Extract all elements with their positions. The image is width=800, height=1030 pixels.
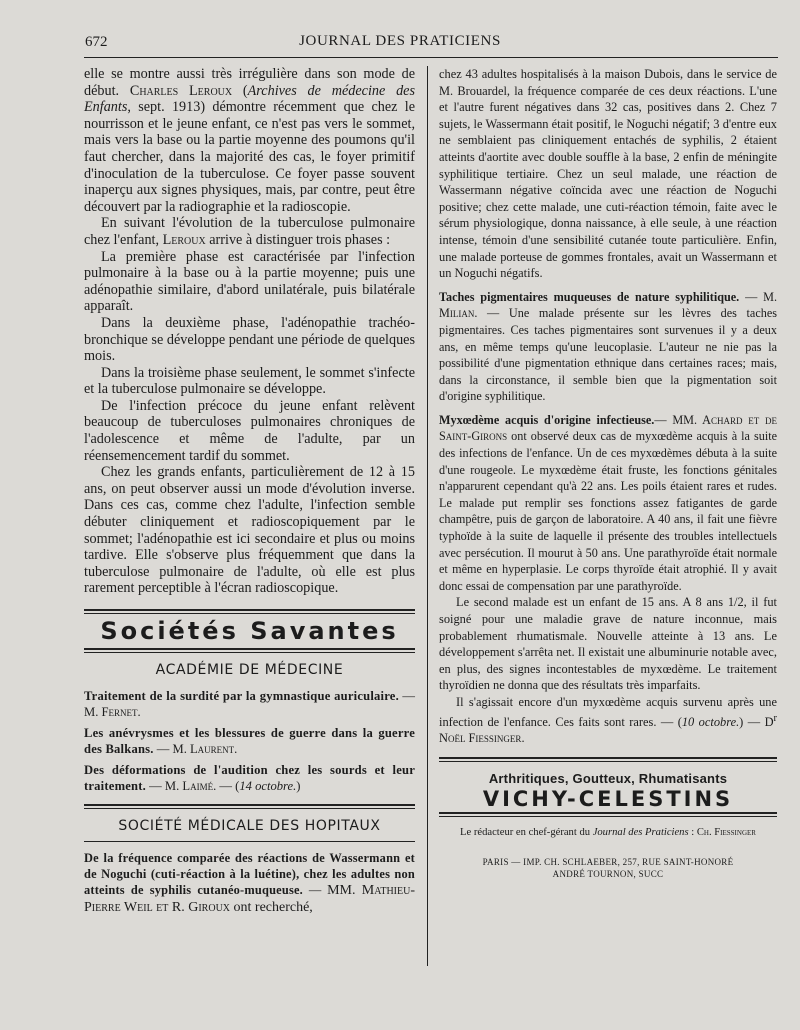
advert-rule xyxy=(439,812,777,817)
list-item: Les anévrysmes et les blessures de guerre dans la guerre des Balkans. — M. Laurent. xyxy=(84,726,415,757)
paragraph: Il s'agissait encore d'un myxœdème acquis survenu après une infection de l'enfance. Ces faits sont rares. — (10 octobre.) — $D^r$ Noël Fiessinger. xyxy=(439,694,777,746)
source-title: Archives de médecine des Enfants xyxy=(84,82,415,116)
list-item: De la fréquence comparée des réactions de Wassermann et de Noguchi (cuti-réaction à la luétine), chez les adultes non atteints de syphilis cutanéo-muqueuse. — MM. Mathieu-Pierre Weil et R. Giroux ont recherché, xyxy=(84,850,415,915)
right-column xyxy=(439,66,777,880)
paragraph: De l'infection précoce du jeune enfant relèvent beaucoup de tuberculoses pulmonaires chroniques de l'adolescence et même de l'adulte, par un réensemencement tardif du sommet. xyxy=(84,397,415,464)
section-title-societes-savantes: Sociétés Savantes xyxy=(100,617,399,645)
subsection-rule xyxy=(84,841,415,842)
paragraph: Dans la troisième phase seulement, le sommet s'infecte et la tuberculose pulmonaire se développe. xyxy=(84,364,415,398)
paragraph: chez 43 adultes hospitalisés à la maison Dubois, dans le service de M. Brouardel, la fréquence comparée de ces deux réactions. L'une et l'autre furent négatives dans 32 cas, positives dans 2. Chez 7 sujets, le Wassermann était positif, le Noguchi négatif; 3 d'entre eux ne semblaient pas cliniquement entachés de syphilis, 2 étaient atteints d'aortite avec double souffle à la base, 2 enfin de méningite syphilitique tertiaire. Chez un seul malade, une réaction de Wassermann négative coïncida avec une réaction de Noguchi positive; chez cette malade, une cuti-réaction témoin, faite avec le sérum physiologique, donna naissance, à elle seule, à une réaction intense, témoin d'une sensibilité cutanée toute particulière. Enfin, une malade porteuse de gommes frontales, avait un Wassermann et un Noguchi négatifs. xyxy=(439,67,777,281)
author-name: Charles Leroux xyxy=(129,82,233,99)
list-item: Des déformations de l'audition chez les sourds et leur traitement. — M. Laimé. — (14 octobre.) xyxy=(84,763,415,794)
section-rule xyxy=(84,804,415,809)
left-column xyxy=(84,66,415,921)
header-rule xyxy=(84,57,778,58)
page-number: 672 xyxy=(85,34,108,50)
subsection-title-hopitaux: SOCIÉTÉ MÉDICALE DES HOPITAUX xyxy=(118,818,381,835)
author-name: Leroux xyxy=(162,231,206,248)
section-rule xyxy=(84,648,415,653)
section-rule xyxy=(84,609,415,614)
paragraph: Chez les grands enfants, particulièrement de 12 à 15 ans, on peut observer aussi un mode d'évolution inverse. Dans ces cas, comme chez l'adulte, l'infection semble débuter cliniquement et radioscopiquement par le sommet; l'adénopathie est ici secondaire et plus ou moins tardive. Elle s'observe plus fréquemment que dans la tuberculose pulmonaire de l'adulte, où elle est plus rarement perceptible à l'écran radioscopique. xyxy=(84,464,415,597)
advert-tagline: Arthritiques, Goutteux, Rhumatisants xyxy=(488,770,728,786)
advert-brand: VICHY-CELESTINS xyxy=(482,787,734,812)
printer-imprint: PARIS — IMP. CH. SCHLAEBER, 257, RUE SAINT-HONORÉ ANDRÉ TOURNON, SUCC xyxy=(482,856,734,879)
list-item: Taches pigmentaires muqueuses de nature syphilitique. — M. Milian. — Une malade présente sur les lèvres des taches pigmentaires. Ces taches pigmentaires sont survenues il y a deux ans, en même temps qu'une leucoplasie. L'auteur ne nie pas la possibilité d'une pigmentation ethnique dans certaines races; mais, dans la circonstance, il semble bien que la pigmentation soit d'origine syphilitique. xyxy=(439,289,777,404)
paragraph: elle se montre aussi très irrégulière dans son mode de début. Charles Leroux (Archives de médecine des Enfants, sept. 1913) démontre récemment que chez le nourrisson et le jeune enfant, ce n'est pas vers le sommet, mais vers la base ou la partie moyenne des poumons qu'il faut chercher, dans la majorité des cas, le foyer primitif d'inoculation de la tuberculose. Ce foyer passe souvent inaperçu aux signes physiques, mais, par contre, peut être découvert par la radiographie et la radioscopie. xyxy=(84,66,415,215)
paragraph: Dans la deuxième phase, l'adénopathie trachéo-bronchique se développe pendant une période de quelques mois. xyxy=(84,314,415,365)
journal-title: JOURNAL DES PRATICIENS xyxy=(299,33,501,49)
list-item: Myxœdème acquis d'origine infectieuse.— MM. Achard et de Saint-Girons ont observé deux cas de myxœdème acquis à la suite des infections de l'enfance. Un de ces myxœdèmes débuta à la suite d'une rougeole. Le myxœdème était fruste, les fonctions génitales n'apparurent cependant qu'à 22 ans. Les poils étaient rares et rudes. Le malade put remplir ses fonctions assez fatigantes de garde champêtre, puis de garçon de laboratoire. A 40 ans, il fait une fièvre typhoïde à la suite de laquelle il présente des troubles intellectuels avec persécution. Il mourut à 50 ans. Une parathyroïde était normale et même en hyperplasie. Le corps thyroïde était atrophié. Il y avait donc essai de compensation par une parathyroïde. xyxy=(439,412,777,593)
subsection-title-academie: ACADÉMIE DE MÉDECINE xyxy=(155,661,344,678)
paragraph: En suivant l'évolution de la tuberculose pulmonaire chez l'enfant, Leroux arrive à distinguer trois phases : xyxy=(84,215,415,248)
paragraph: Le second malade est un enfant de 15 ans. A 8 ans 1/2, il fut soigné pour une maladie grave de nature inconnue, mais probablement rhumatismale. Nouvelle atteinte à 13 ans. Le développement s'arrêta net. Il existait une albuminurie notable avec, en plus, des signes incontestables de myxœdème. Le traitement thyroïdien ne donna que des résultats très imparfaits. xyxy=(439,595,777,693)
advert-rule xyxy=(439,757,777,762)
paragraph: La première phase est caractérisée par l'infection pulmonaire à la base ou à la partie moyenne; puis une adénopathie similaire, d'abord unilatérale, puis bilatérale apparaît. xyxy=(84,248,415,315)
editor-credit: Le rédacteur en chef-gérant du Journal des Praticiens : Ch. Fiessinger xyxy=(460,827,756,839)
column-divider xyxy=(427,66,428,966)
list-item: Traitement de la surdité par la gymnastique auriculaire. — M. Fernet. xyxy=(84,689,415,720)
